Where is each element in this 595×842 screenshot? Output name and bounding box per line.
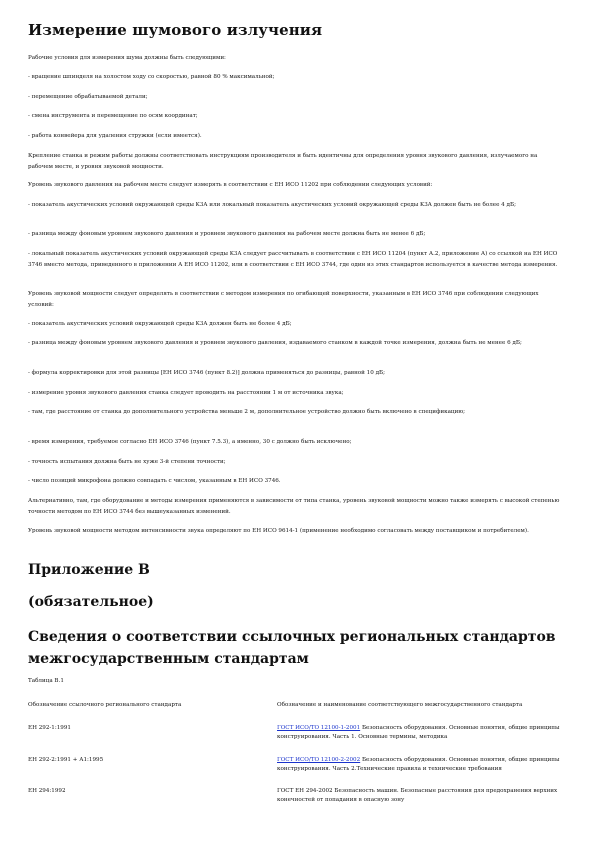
standard-title: Безопасность оборудования. Основные понятия, общие принципы конструирования. Часть 1. Основные термины, методика xyxy=(277,725,560,740)
table-cell: ЕН 292-2:1991 + А1:1995 xyxy=(28,757,104,763)
table-header-cell: Обозначение ссылочного регионального стандарта xyxy=(28,702,182,708)
table-cell xyxy=(277,756,562,774)
table-caption: Таблица В.1 xyxy=(28,678,64,684)
list-item: - показатель акустических условий окружающей среды K3A должен быть не более 4 дБ; xyxy=(28,321,292,327)
list-item: - смена инструмента и перемещение по осям координат; xyxy=(28,113,198,119)
list-item: - перемещение обрабатываемой детали; xyxy=(28,94,148,100)
table-cell: ЕН 292-1:1991 xyxy=(28,725,71,731)
standard-link[interactable]: ГОСТ ИСО/ТО 12100-1-2001 xyxy=(277,725,361,731)
list-item: - там, где расстояние от станка до дополнительного устройства меньше 2 м, дополнительное устройство должно быть включено в спецификацию; xyxy=(28,409,466,415)
paragraph: Рабочие условия для измерения шума должны быть следующими: xyxy=(28,55,226,61)
table-cell: ЕН 294:1992 xyxy=(28,788,66,794)
appendix-title: Приложение В xyxy=(28,562,150,578)
paragraph: Альтернативно, там, где оборудование и методы измерения применяются в зависимости от типа станка, уровень звуковой мощности можно также измерять с высокой степенью точности методом по ЕН ИСО 3744 без вышеуказанных изменений. xyxy=(28,498,560,515)
appendix-status: (обязательное) xyxy=(28,594,154,610)
list-item: - число позиций микрофона должно совпадать с числом, указанным в ЕН ИСО 3746. xyxy=(28,478,281,484)
list-item: - показатель акустических условий окружающей среды K3A или локальный показатель акустических условий окружающей среды K3A должен быть не более 4 дБ; xyxy=(28,202,516,208)
list-item: - работа конвейера для удаления стружки (если имеется). xyxy=(28,133,202,139)
appendix-subtitle: Сведения о соответствии ссылочных региональных стандартов межгосударственным стандартам xyxy=(28,629,556,667)
standard-link[interactable]: ГОСТ ИСО/ТО 12100-2-2002 xyxy=(277,757,361,763)
list-item: - время измерения, требуемое согласно ЕН ИСО 3746 (пункт 7.5.3), а именно, 30 с должно быть исключено; xyxy=(28,439,352,445)
list-item: - разница между фоновым уровнем звукового давления и уровнем звукового давления на рабочем месте должна быть не менее 6 дБ; xyxy=(28,231,426,237)
list-item: - локальный показатель акустических условий окружающей среды K3A следует рассчитывать в соответствии с ЕН ИСО 11204 (пункт А.2, приложение А) со ссылкой на ЕН ИСО 3746 вместо метода, приведенного в приложении А ЕН ИСО 11202, или в соответствии с ЕН ИСО 3744, где один из этих стандартов используется в качестве метода измерения. xyxy=(28,251,558,268)
paragraph: Уровень звукового давления на рабочем месте следует измерять в соответствии с ЕН ИСО 11202 при соблюдении следующих условий: xyxy=(28,182,433,188)
table-header-cell: Обозначение и наименование соответствующего межгосударственного стандарта xyxy=(277,702,523,708)
standard-title: Безопасность оборудования. Основные понятия, общие принципы конструирования. Часть 2.Технические правила и технические требования xyxy=(277,757,560,772)
paragraph: Уровень звуковой мощности следует определять в соответствии с методом измерения по огибающей поверхности, указанным в ЕН ИСО 3746 при соблюдении следующих условий: xyxy=(28,291,539,308)
list-item: - формула корректировки для этой разницы [ЕН ИСО 3746 (пункт 8.2)] должна применяться до разницы, равной 10 дБ; xyxy=(28,370,386,376)
table-cell: ГОСТ ЕН 294-2002 Безопасность машин. Безопасные расстояния для предохранения верхних конечностей от попадания в опасную зону xyxy=(277,788,558,803)
section-heading-noise: Измерение шумового излучения xyxy=(28,21,323,39)
list-item: - измерение уровня звукового давления станка следует проводить на расстоянии 1 м от источника звука; xyxy=(28,390,344,396)
list-item: - вращение шпинделя на холостом ходу со скоростью, равной 80 % максимальной; xyxy=(28,74,275,80)
paragraph: Уровень звуковой мощности методом интенсивности звука определяют по ЕН ИСО 9614-1 (применение необходимо согласовать между поставщиком и потребителем). xyxy=(28,528,529,534)
table-cell xyxy=(277,724,562,742)
list-item: - точность испытания должна быть не хуже 3-й степени точности; xyxy=(28,459,226,465)
paragraph: Крепление станка и режим работы должны соответствовать инструкциям производителя и быть идентичны для определения уровня звукового давления, излучаемого на рабочем месте, и уровня звуковой мощности. xyxy=(28,153,538,170)
list-item: - разница между фоновым уровнем звукового давления и уровнем звукового давления, издаваемого станком в каждой точке измерения, должна быть не менее 6 дБ; xyxy=(28,340,522,346)
